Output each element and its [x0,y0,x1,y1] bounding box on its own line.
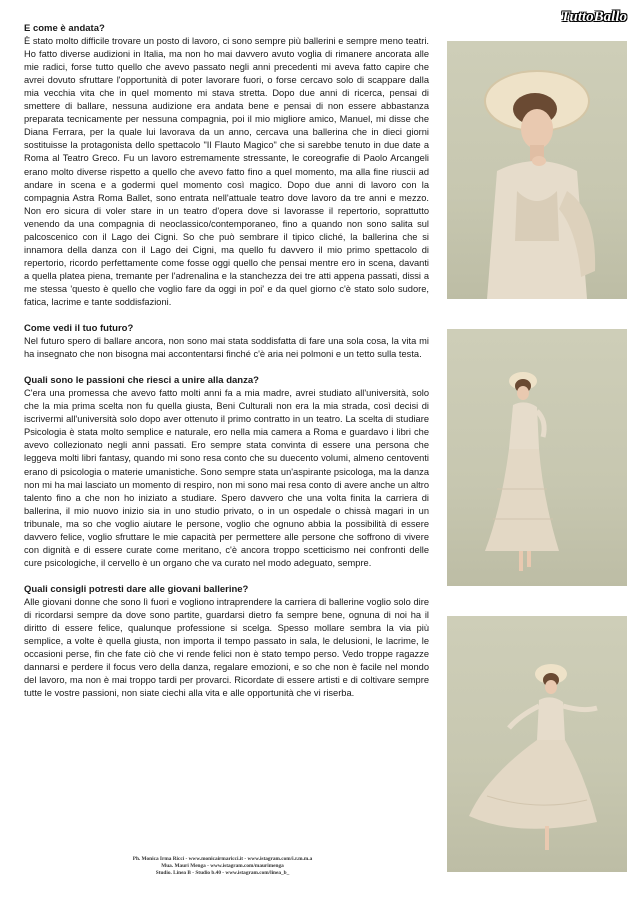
section-body: Alle giovani donne che sono lì fuori e vogliono intraprendere la carriera di ballerine voglio solo dire di ricordarsi sempre da dove sono partite, guardarsi dietro fa sempre bene, ognuna di noi ha il diritto di essere felice, qualunque professione si scelga. Spesso mollare sembra la via più semplice, a volte è quella giusta, non importa il tempo passato in sala, le delusioni, le lacrime, le occasioni perse, fin che fate ciò che vi rende felici non è stato tempo perso. Vedo troppe ragazze dannarsi e perdere il focus vero della danza, regalare emozioni, e so che non è facile nel mondo del lavoro, ma non è mai troppo tardi per provarci. Ricordate di essere artisti e di coltivare sempre tutte le vostre passioni, non siate ciechi alla vita e alle opportunità che vi riserba. [24,596,429,699]
article-column [24,22,429,713]
section-body: C'era una promessa che avevo fatto molti anni fa a mia madre, avrei studiato all'università, solo che la mia prima scelta non fu quella giusta, Beni Culturali non era la mia strada, così decisi di iscrivermi all'università solo dopo aver ottenuto il primo contratto in un teatro. La scelta di studiare Psicologia è stata molto semplice e naturale, ero nella mia camera a Roma e guardavo i libri che avevo collezionato negli anni passati. Ero sempre stata convinta di essere una persona che leggeva molti libri fantasy, quando mi sono resa conto che su duecento volumi, almeno centoventi erano di psicologia o materie umanistiche. Sono sempre stata un'aspirante psicologa, ma la danza non mi ha mai lasciato un momento di respiro, non mi sono mai resa conto di avere anche un altro talento fino a che non ho iniziato a studiare. Spero davvero che una volta finita la carriera di ballerina, il mio nuovo inizio sia in uno studio privato, o in un ospedale o chissà magari in un tribunale, ma so che voglio aiutare le persone, voglio che ognuno abbia la possibilità di essere davvero felice, voglio sfruttare le mie capacità per permettere alle persone che soffrono di vivere con dignità e di essere curate come meritano, c'è ancora troppo scetticismo nei confronti delle cure psicologiche, il cervello è un organo che va curato nel modo adeguato, sempre. [24,388,429,568]
section-body: Nel futuro spero di ballare ancora, non sono mai stata soddisfatta di fare una sola cosa, la vita mi ha insegnato che non bisogna mai accontentarsi finché c'è aria nei polmoni e un tetto sulla testa. [24,336,429,360]
magazine-logo: TuttoBallo [560,9,627,25]
section-heading: Quali consigli potresti dare alle giovani ballerine? [24,583,249,595]
qa-section [24,374,429,570]
section-body: È stato molto difficile trovare un posto di lavoro, ci sono sempre più ballerini e sempre meno teatri. Ho fatto diverse audizioni in Italia, ma non ho mai davvero avuto voglia di rimanere ancorata alle mie radici, forse tutto quello che avevo passato negli anni precedenti mi aveva fatto capire che avrei dovuto sfruttare l'opportunità di poter lavorare fuori, o forse cercavo solo di scappare dalla mia vecchia vita che in quel momento mi stava stretta. Dopo due anni di ricerca, pensai di smettere di ballare, nessuna audizione era andata bene e pensai di non essere abbastanza preparata tecnicamente per nessuna compagnia, poi il mio migliore amico, Manuel, mi disse che Diana Ferrara, per la quale lui lavorava da un anno, cercava una ballerina che in dieci giorni sostituisse la protagonista dello spettacolo "Il Flauto Magico" che si sarebbe tenuto in due date a Roma al Teatro Greco. Fu un lavoro estremamente stressante, le coreografie di Paolo Arcangeli erano molto diverse rispetto a quello che avevo fatto fino a quel momento, ma alla fine riuscii ad andare in scena e a godermi quel momento così magico. Dopo due anni di lavoro con la compagnia Astra Roma Ballet, sono entrata nell'attuale teatro dove lavoro da tre anni e mezzo. Non ero sicura di voler stare in un teatro d'opera dove si lavorasse il repertorio, soprattutto venendo da una compagnia di neoclassico/contemporaneo, fino a quando non sono salita sul palcoscenico con il Lago dei Cigni. So che può sembrare il tipico cliché, la ballerina che si innamora della danza con il Lago dei Cigni, ma quello fu davvero il mio primo spettacolo di repertorio, ricordo perfettamente come fosse oggi quello che pensai mentre ero in scena, davanti a quella platea piena, tremante per l'adrenalina e la stanchezza dei tre atti appena passati, dissi a me stessa 'questo è quello che voglio fare da oggi in poi' e da quel giorno c'è stato solo sudore, fatica, lacrime e tante soddisfazioni. [24,36,429,307]
section-heading: Quali sono le passioni che riesci a unire alla danza? [24,375,259,387]
section-heading: Come vedi il tuo futuro? [24,323,134,335]
dancer-portrait-photo [447,41,627,299]
section-heading: E come è andata? [24,23,105,34]
credit-line: Ph. Monica Irma Ricci - www.monicairmaricci.it - www.istagram.com/i.r.m.m.a [132,856,313,862]
dancer-twirling-photo [447,616,627,872]
qa-section [24,22,429,309]
dancer-standing-photo [447,329,627,586]
credit-line: Studio. Linea B - Studio b.40 - www.istagram.com/linea_b_ [155,869,290,876]
qa-section [24,583,429,700]
qa-section [24,322,429,361]
credit-line: Mua. Mauri Menga - www.istagram.com/maurimenga [161,862,284,869]
photo-credits [0,856,445,876]
